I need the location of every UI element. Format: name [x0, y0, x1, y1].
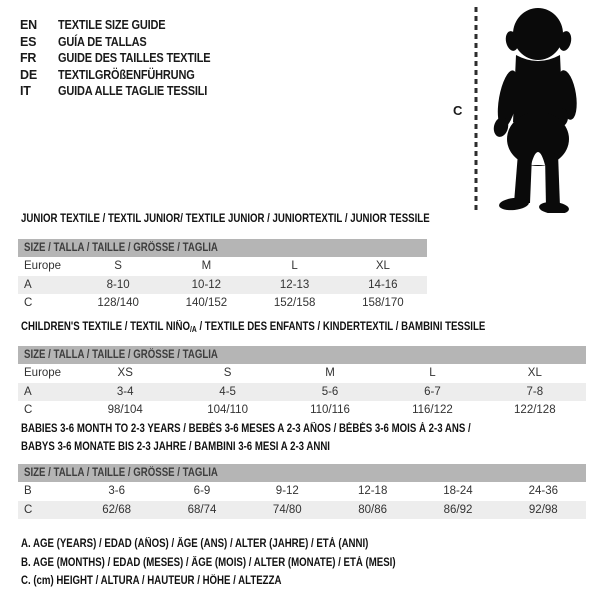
value-cell: 12-18 — [357, 485, 388, 498]
babies-size-table — [18, 464, 586, 519]
value-cell: 7-8 — [526, 385, 544, 398]
table-row — [18, 364, 586, 383]
height-measure-label: C — [453, 103, 463, 118]
row-label-cell: A — [24, 278, 32, 291]
value-cell: 140/152 — [185, 297, 228, 310]
language-row — [20, 34, 231, 51]
value-cell: 158/170 — [362, 297, 404, 310]
value-cell: 80/86 — [358, 503, 388, 516]
value-cell: 9-12 — [275, 485, 299, 498]
heading-subscript: /A — [190, 325, 197, 334]
value-cell: 5-6 — [321, 385, 339, 398]
row-label-cell: Europe — [24, 260, 62, 273]
junior-size-table — [18, 239, 427, 313]
baby-silhouette-icon — [487, 7, 589, 213]
children-section-heading: CHILDREN'S TEXTILE / TEXTIL NIÑO/A / TEXTILE DES ENFANTS / KINDERTEXTIL / BAMBINI TESSILE — [21, 321, 486, 334]
value-cell: S — [114, 260, 122, 273]
language-code: DE — [20, 67, 37, 82]
footnotes — [21, 535, 467, 591]
row-label-cell: A — [24, 385, 32, 398]
value-cell: L — [291, 260, 298, 273]
value-cell: XS — [117, 367, 133, 380]
value-cell: 12-13 — [279, 278, 310, 291]
value-cell: 6-9 — [193, 485, 211, 498]
language-title: GUÍA DE TALLAS — [58, 34, 147, 49]
language-code: ES — [20, 34, 37, 49]
value-cell: 122/128 — [514, 404, 556, 417]
language-legend — [20, 17, 231, 100]
value-cell: 8-10 — [106, 278, 130, 291]
value-cell: 24-36 — [528, 485, 559, 498]
language-title: GUIDE DES TAILLES TEXTILE — [58, 51, 211, 66]
language-title: GUIDA ALLE TAGLIE TESSILI — [58, 84, 208, 99]
value-cell: 116/122 — [412, 404, 453, 417]
footnote-a: A. AGE (YEARS) / EDAD (AÑOS) / ÂGE (ANS) / ALTER (JAHRE) / ETÀ (ANNI) — [21, 538, 369, 550]
table-row — [18, 276, 427, 295]
value-cell: 152/158 — [273, 297, 316, 310]
height-measure-figure — [445, 5, 595, 217]
language-row — [20, 50, 231, 67]
row-label-cell: C — [24, 297, 33, 310]
value-cell: S — [223, 367, 232, 380]
row-label-cell: C — [24, 503, 33, 516]
language-title: TEXTILGRÖßENFÜHRUNG — [58, 67, 195, 82]
value-cell: 98/104 — [107, 404, 143, 417]
value-cell: 6-7 — [424, 385, 441, 398]
value-cell: 92/98 — [528, 503, 558, 516]
value-cell: 62/68 — [102, 503, 132, 516]
value-cell: 3-4 — [116, 385, 134, 398]
size-table-header: SIZE / TALLA / TAILLE / GRÖSSE / TAGLIA — [18, 239, 427, 257]
value-cell: 104/110 — [207, 404, 248, 417]
table-row — [18, 482, 586, 501]
table-row — [18, 383, 586, 402]
value-cell: 18-24 — [443, 485, 473, 498]
table-row — [18, 294, 427, 313]
row-label-cell: Europe — [24, 367, 62, 380]
value-cell: XL — [527, 367, 542, 380]
table-row — [18, 501, 586, 520]
size-table-header: SIZE / TALLA / TAILLE / GRÖSSE / TAGLIA — [18, 346, 586, 364]
value-cell: 10-12 — [191, 278, 222, 291]
table-row — [18, 401, 586, 420]
language-row — [20, 67, 231, 84]
value-cell: XL — [375, 260, 390, 273]
children-size-table — [18, 346, 586, 420]
language-code: FR — [20, 51, 37, 66]
footnote-c: C. (cm) HEIGHT / ALTURA / HAUTEUR / HÖHE / ALTEZZA — [21, 575, 282, 587]
value-cell: M — [201, 260, 212, 273]
language-row — [20, 83, 231, 100]
value-cell: M — [325, 367, 335, 380]
value-cell: 110/116 — [310, 404, 350, 417]
language-code: EN — [20, 18, 37, 33]
babies-section-heading: BABIES 3-6 MONTH TO 2-3 YEARS / BEBÉS 3-6 MESES A 2-3 AÑOS / BÉBÉS 3-6 MOIS À 2-3 ANS / BABYS 3-6 MONATE BIS 2-3 JAHRE / BAMBINI 3-6 MESI A 2-3 ANNI — [21, 423, 471, 453]
size-table-header: SIZE / TALLA / TAILLE / GRÖSSE / TAGLIA — [18, 464, 586, 482]
table-row — [18, 257, 427, 276]
language-row — [20, 17, 231, 34]
junior-section-heading: JUNIOR TEXTILE / TEXTIL JUNIOR/ TEXTILE JUNIOR / JUNIORTEXTIL / JUNIOR TESSILE — [21, 213, 430, 225]
value-cell: 4-5 — [219, 385, 236, 398]
value-cell: 3-6 — [108, 485, 125, 498]
language-title: TEXTILE SIZE GUIDE — [58, 18, 166, 33]
row-label-cell: B — [24, 485, 32, 498]
footnote-b: B. AGE (MONTHS) / EDAD (MESES) / ÂGE (MOIS) / ALTER (MONATE) / ETÀ (MESI) — [21, 556, 396, 569]
value-cell: L — [429, 367, 436, 380]
height-measure-line — [473, 7, 479, 211]
row-label-cell: C — [24, 404, 33, 417]
value-cell: 86/92 — [443, 503, 473, 516]
value-cell: 14-16 — [368, 278, 398, 291]
language-code: IT — [20, 84, 31, 99]
value-cell: 74/80 — [272, 503, 302, 516]
value-cell: 68/74 — [187, 503, 217, 516]
value-cell: 128/140 — [97, 297, 139, 310]
